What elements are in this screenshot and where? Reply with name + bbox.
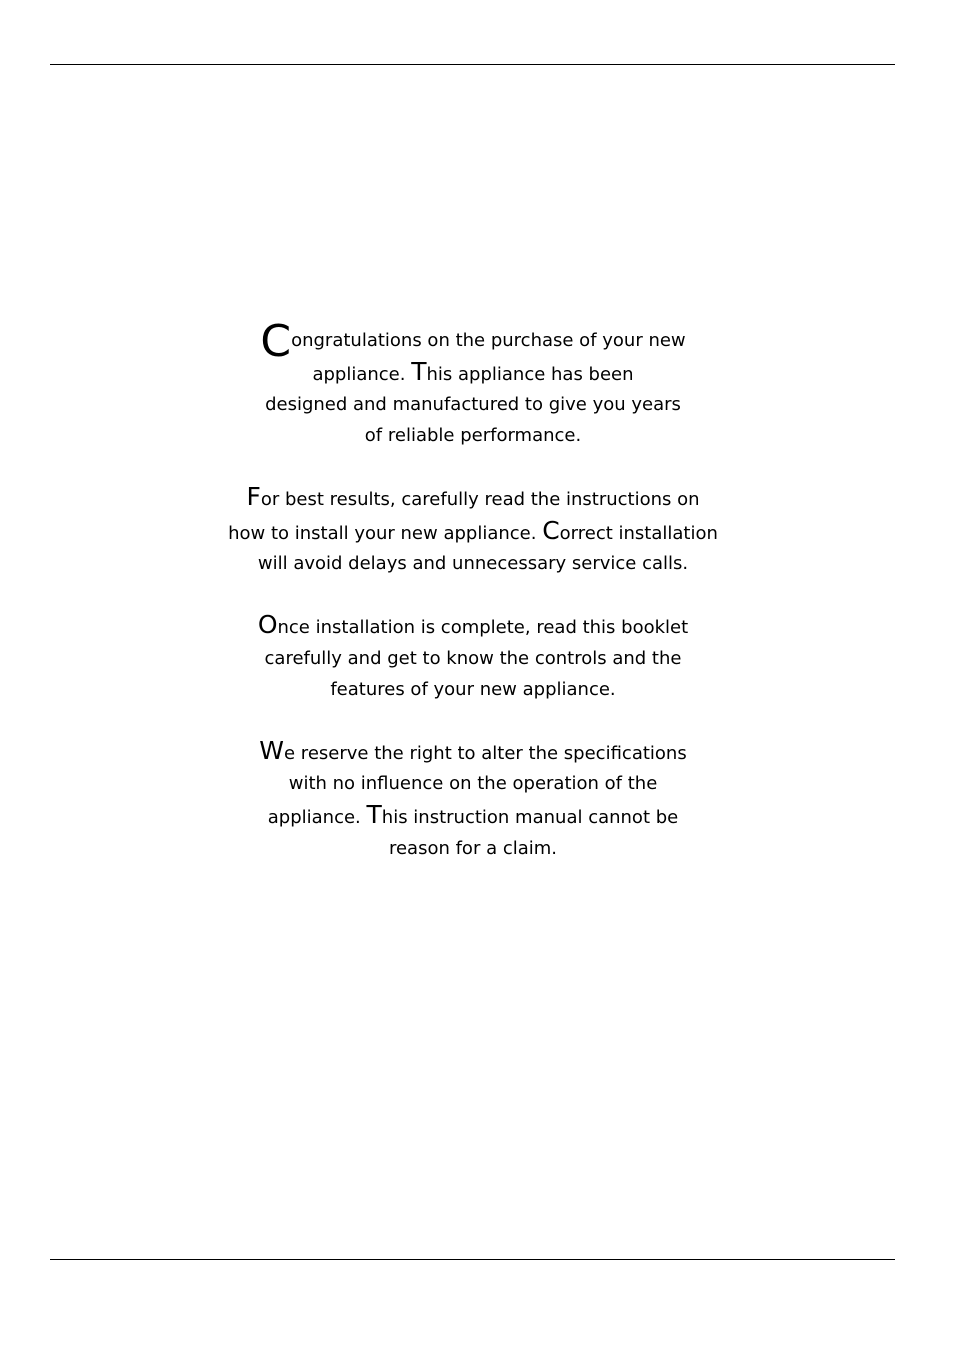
line-text: nce installation is complete, read this booklet (277, 617, 689, 639)
initial-cap: W (259, 735, 285, 765)
text-line (200, 736, 746, 770)
text-line (200, 316, 746, 367)
text-line (200, 482, 746, 516)
text-line: of reliable performance. (364, 424, 582, 446)
text-line: will avoid delays and unnecessary service calls. (257, 553, 689, 575)
initial-cap: O (257, 610, 278, 640)
line-text: appliance. (312, 363, 412, 385)
text-line (200, 610, 746, 644)
text-line: carefully and get to know the controls and the (264, 647, 682, 669)
text-line (200, 800, 746, 834)
paragraph-congratulations (200, 316, 746, 451)
text-line: features of your new appliance. (330, 678, 616, 700)
text-line (200, 516, 746, 550)
text-line: with no influence on the operation of the (288, 773, 658, 795)
text-line: reason for a claim. (388, 837, 558, 859)
paragraph-best-results (200, 482, 746, 580)
text-line: designed and manufactured to give you years (265, 394, 681, 416)
line-text: or best results, carefully read the instructions on (260, 488, 700, 510)
drop-cap: C (260, 316, 292, 367)
initial-cap: T (411, 356, 427, 386)
initial-cap: C (542, 515, 560, 545)
line-text: e reserve the right to alter the specifications (284, 742, 687, 764)
line-text: his instruction manual cannot be (381, 806, 679, 828)
intro-text (200, 316, 746, 895)
initial-cap: T (366, 799, 382, 829)
line-text: ongratulations on the purchase of your new (291, 330, 686, 351)
top-rule (50, 64, 895, 65)
line-text: appliance. (267, 806, 367, 828)
initial-cap: F (246, 481, 261, 511)
line-text: his appliance has been (426, 363, 634, 385)
line-text: orrect installation (559, 522, 718, 544)
bottom-rule (50, 1259, 895, 1260)
paragraph-installation (200, 610, 746, 705)
line-text: how to install your new appliance. (228, 522, 543, 544)
paragraph-specifications (200, 736, 746, 864)
